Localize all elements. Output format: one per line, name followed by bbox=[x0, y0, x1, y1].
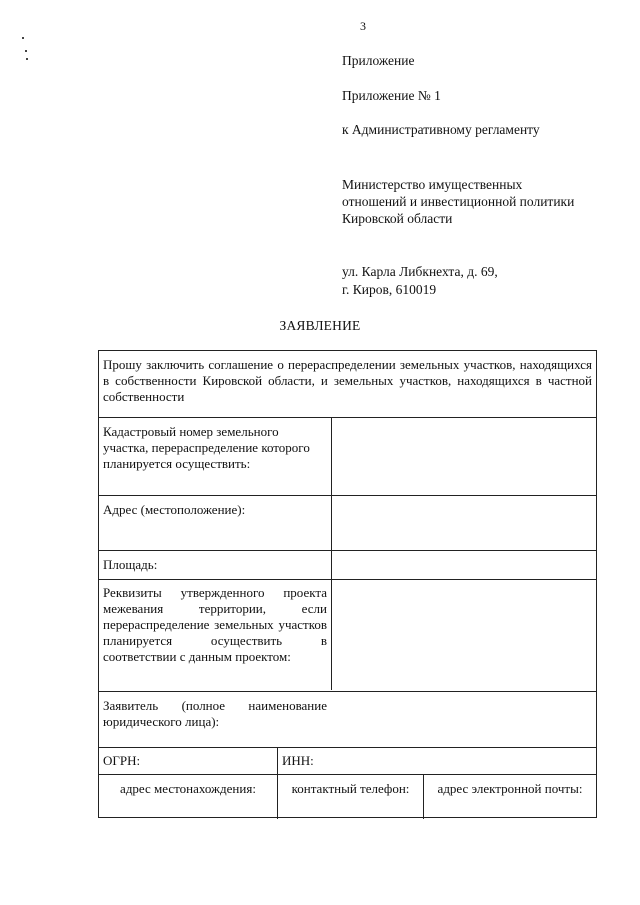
inn-field[interactable]: ИНН: bbox=[282, 753, 314, 768]
applicant-label: Заявитель (полное наименование юридического лица): bbox=[103, 698, 327, 729]
email-field[interactable]: адрес электронной почты: bbox=[437, 781, 583, 796]
document-title: ЗАЯВЛЕНИЕ bbox=[279, 318, 361, 333]
applicant-field[interactable] bbox=[332, 692, 596, 746]
appendix-number: Приложение № 1 bbox=[342, 88, 441, 103]
ogrn-field[interactable]: ОГРН: bbox=[103, 753, 141, 768]
address-line-2: г. Киров, 610019 bbox=[342, 282, 437, 297]
application-form-table bbox=[98, 350, 597, 818]
address-label: Адрес (местоположение): bbox=[103, 502, 246, 517]
ministry-line-2: отношений и инвестиционной политики bbox=[342, 194, 575, 209]
request-text: Прошу заключить соглашение о перераспределении земельных участков, находящихся в собственности Кировской области, и земельных участков, находящихся в частной собственности bbox=[103, 357, 592, 404]
area-label: Площадь: bbox=[103, 557, 158, 572]
ministry-line-1: Министерство имущественных bbox=[342, 177, 523, 192]
location-address-field[interactable]: адрес местонахождения: bbox=[120, 781, 256, 796]
ministry-line-3: Кировской области bbox=[342, 211, 453, 226]
scan-speck bbox=[26, 58, 28, 60]
area-field[interactable] bbox=[332, 551, 596, 578]
address-line-1: ул. Карла Либкнехта, д. 69, bbox=[342, 264, 498, 279]
page-number: 3 bbox=[360, 19, 366, 33]
address-field[interactable] bbox=[332, 496, 596, 549]
survey-project-label: Реквизиты утвержденного проекта межевания территории, если перераспределение земельных участков планируется осуществить в соответствии с данным проектом: bbox=[103, 585, 327, 664]
scan-speck bbox=[25, 50, 27, 52]
row-divider bbox=[99, 774, 596, 775]
contact-phone-field[interactable]: контактный телефон: bbox=[291, 781, 410, 796]
appendix-label: Приложение bbox=[342, 53, 415, 68]
cadastral-number-field[interactable] bbox=[332, 417, 596, 495]
scan-speck bbox=[22, 37, 24, 39]
regulation-reference: к Административному регламенту bbox=[342, 122, 540, 137]
cadastral-number-label: Кадастровый номер земельного участка, перераспределение которого планируется осуществить: bbox=[103, 424, 310, 471]
survey-project-field[interactable] bbox=[332, 580, 596, 690]
row-divider bbox=[99, 747, 596, 748]
